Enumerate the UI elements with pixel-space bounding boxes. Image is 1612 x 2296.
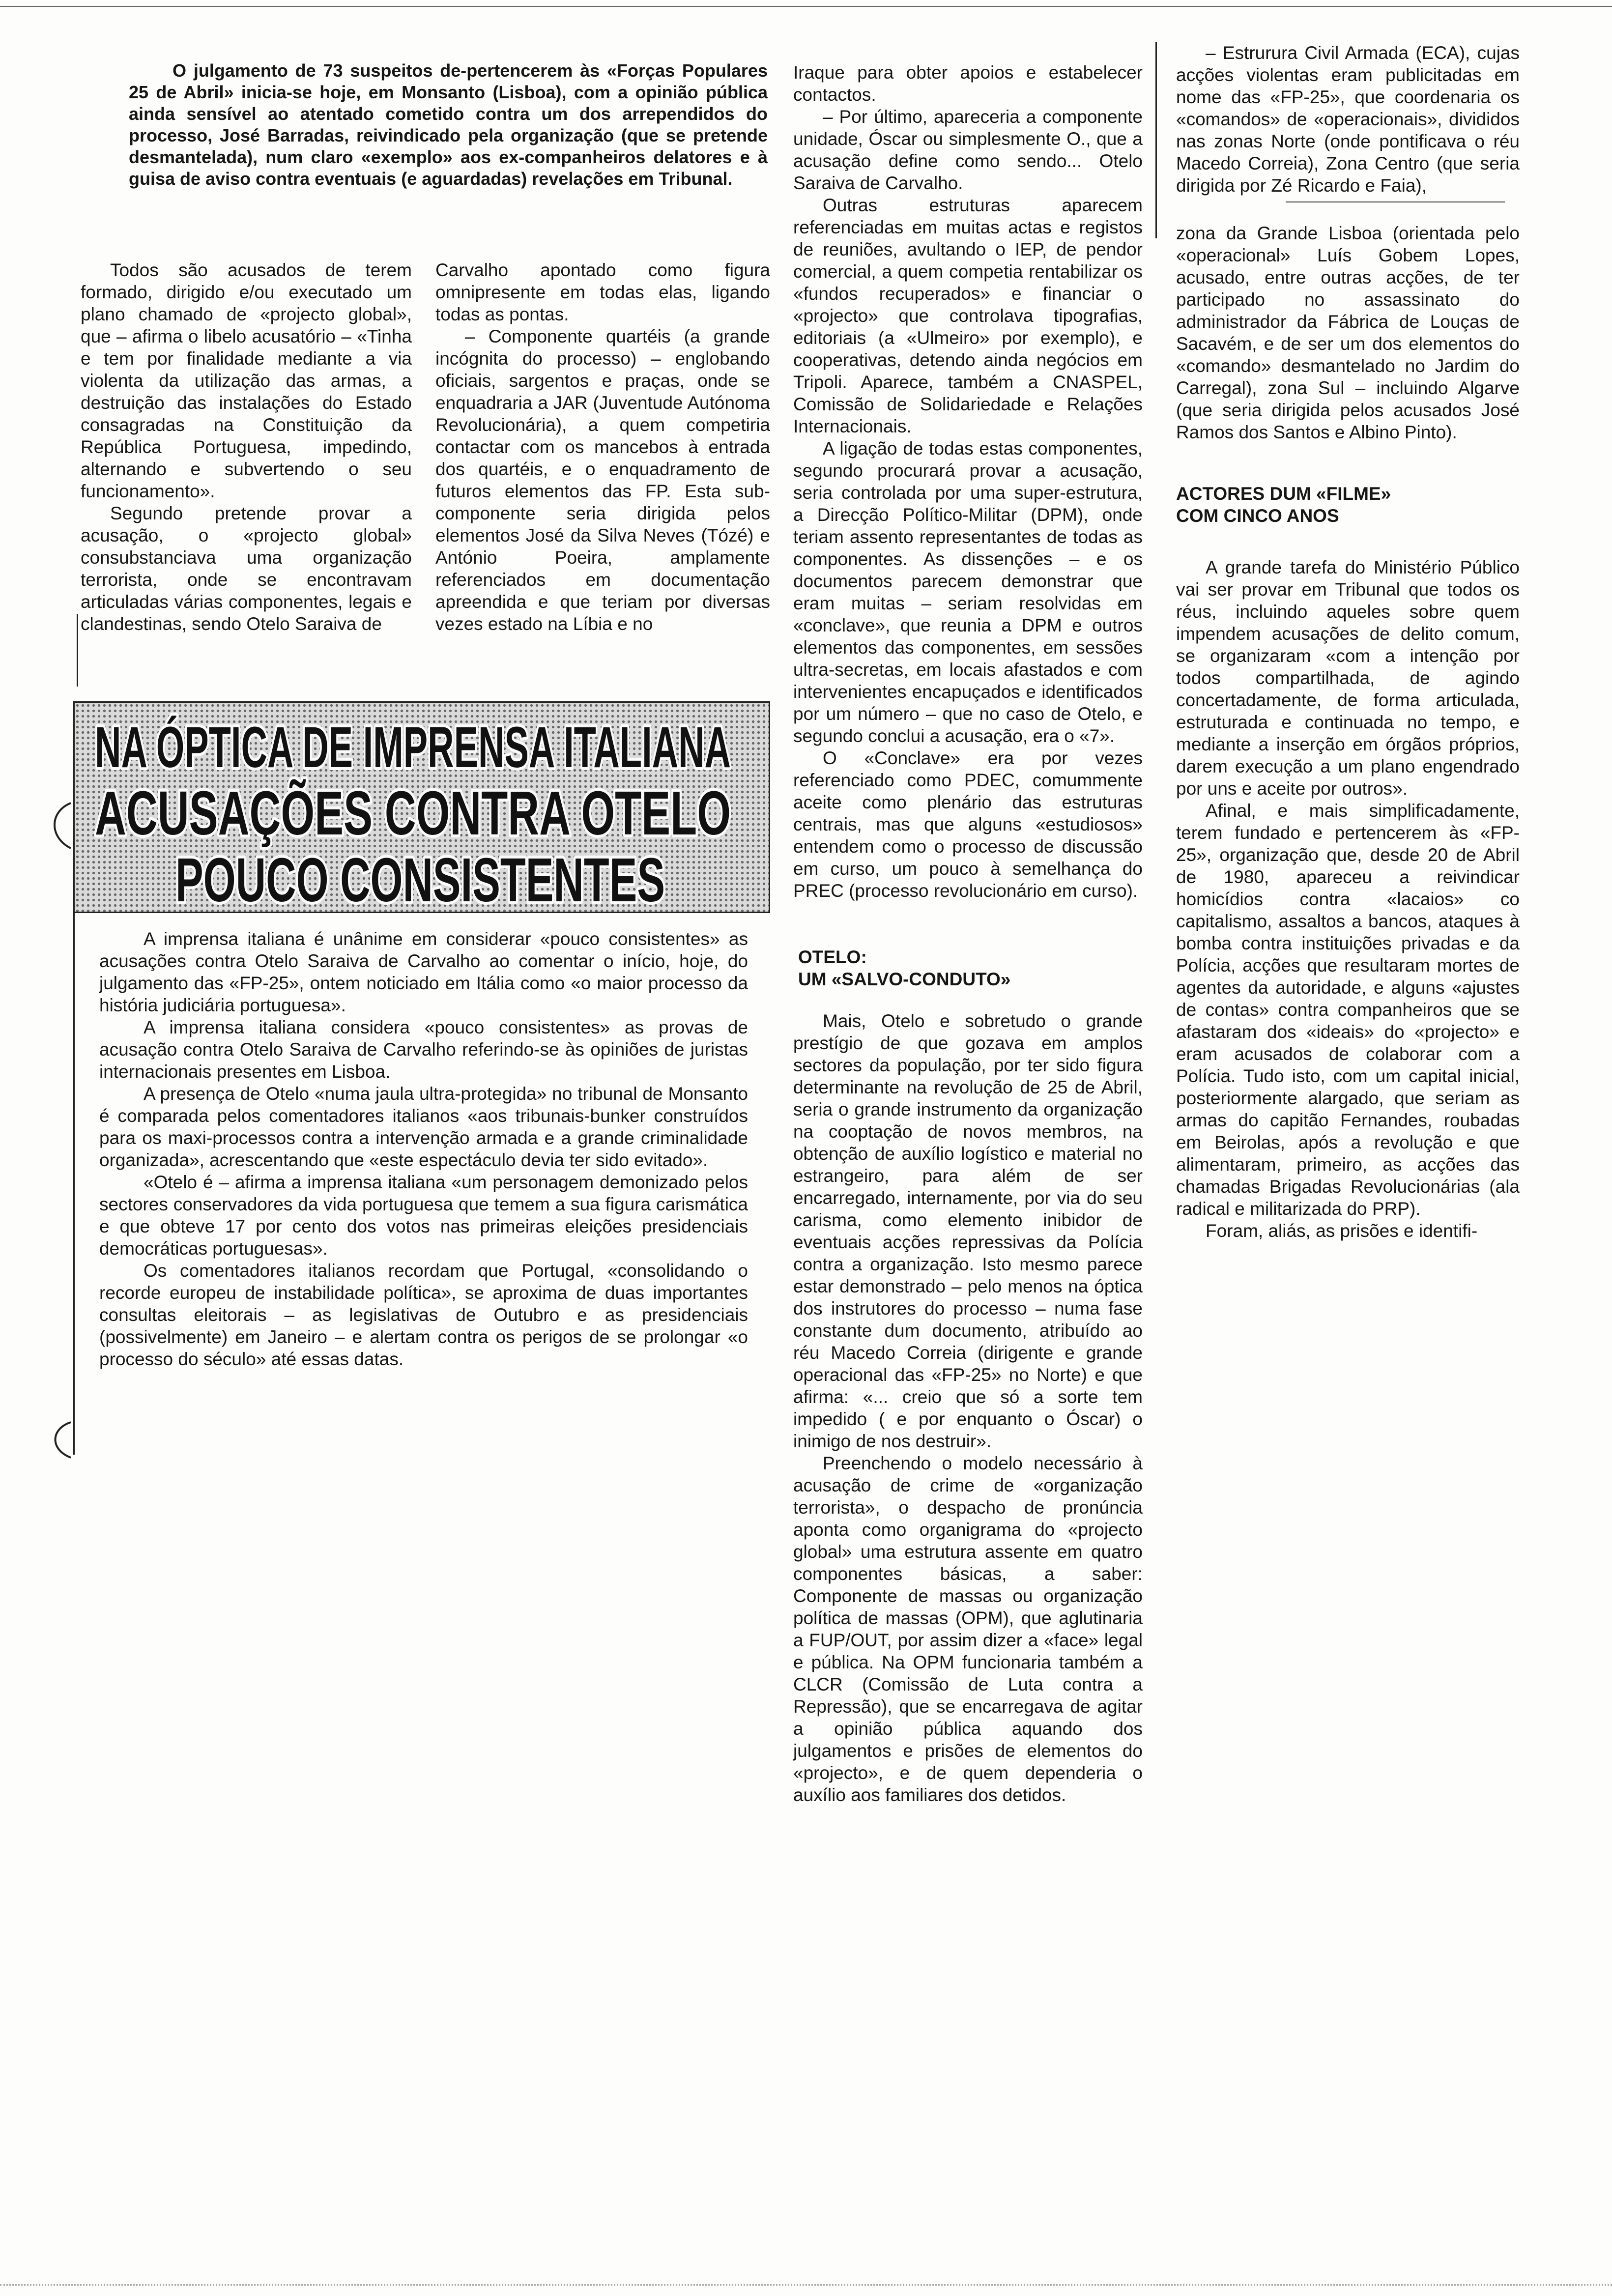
column-4 [1176,42,1520,1242]
body-paragraph: A imprensa italiana é unânime em considerar «pouco consistentes» as acusações contra Otelo Saraiva de Carvalho ao comentar o início, hoje, do julgamento das «FP-25», ontem noticiado em Itália como «o maior processo da história judiciária portuguesa». [99,929,748,1015]
column-2 [435,259,770,635]
column-rule [1155,42,1157,238]
body-paragraph: Afinal, e mais simplificadamente, terem fundado e pertencerem às «FP-25», organização que, desde 20 de Abril de 1980, apareceu a reivindicar homicídios contra «lacaios» co capitalismo, assaltos a bancos, ataques à bomba contra instituições privadas e da Polícia, acções que resultaram mortes de agentes da autoridade, e alguns «ajustes de contas» contra companheiros que se afastaram dos «ideais» do «projecto» e eram acusados de colaborar com a Polícia. Tudo isto, com um capital inicial, posteriormente alargado, que seriam as armas do capitão Fernandes, roubadas em Beirolas, após a revolução e que alimentaram, primeiro, as acções das chamadas Brigadas Revolucionárias (ala radical e militarizada do PRP). [1176,801,1520,1219]
body-paragraph: Mais, Otelo e sobretudo o grande prestígio de que gozava em amplos sectores da população, por ter sido figura determinante na revolução de 25 de Abril, seria o grande instrumento da organização na cooptação de novos membros, na obtenção de auxílio logístico e material no estrangeiro, para além de ser encarregado, internamente, por via do seu carisma, como elemento inibidor de eventuais acções repressivas da Polícia contra a organização. Isto mesmo parece estar demonstrado – pelo menos na óptica dos instrutores do processo – numa fase constante dum documento, atribuído ao réu Macedo Correia (dirigente e grande operacional das «FP-25» no Norte) e que afirma: «... creio que só a sorte tem impedido ( e por enquanto o Óscar) o inimigo de nos destruir». [793,1011,1143,1451]
body-paragraph: Carvalho apontado como figura omnipresente em todas elas, ligando todas as pontas. [435,260,770,324]
top-rule [0,6,1612,7]
subheading [798,946,1143,990]
column-break-rule [1286,201,1505,202]
bottom-rule [0,2284,1612,2286]
subheading-line: OTELO: [798,947,867,967]
body-paragraph: Preenchendo o modelo necessário à acusação de crime de «organização terrorista», o despacho de pronúncia aponta como organigrama do «projecto global» uma estrutura assente em quatro componentes básicas, a saber: Componente de massas ou organização política de massas (OPM), que aglutinaria a FUP/OUT, por assim dizer a «face» legal e pública. Na OPM funcionaria também a CLCR (Comissão de Luta contra a Repressão), que se encarregava de agitar a opinião pública aquando dos julgamentos e prisões de elementos do «projecto», e de quem dependeria o auxílio aos familiares dos detidos. [793,1453,1143,1805]
subheading-line: ACTORES DUM «FILME» [1176,484,1391,504]
body-paragraph: A imprensa italiana considera «pouco consistentes» as provas de acusação contra Otelo Saraiva de Carvalho referindo-se às opiniões de juristas internacionais presentes em Lisboa. [99,1017,748,1082]
body-paragraph: Todos são acusados de terem formado, dirigido e/ou executado um plano chamado de «projecto global», que – afirma o libelo acusatório – «Tinha e tem por finalidade mediante a via violenta da utilização das armas, a destruição das instalações do Estado consagradas na Constituição da República Portuguesa, impedindo, alternando e subvertendo o seu funcionamento». [81,260,412,501]
bracket-mark [45,801,75,850]
body-paragraph: – Componente quartéis (a grande incógnita do processo) – englobando oficiais, sargentos e praças, onde se enquadraria a JAR (Juventude Autónoma Revolucionária), a quem competiria contactar com os mancebos à entrada dos quartéis, e o enquadramento de futuros elementos das FP. Esta sub-componente seria dirigida pelos elementos José da Silva Neves (Tózé) e António Poeira, amplamente referenciados em documentação apreendida e que teriam por diversas vezes estado na Líbia e no [435,326,770,634]
subheading-line: COM CINCO ANOS [1176,506,1339,526]
body-paragraph: – Por último, apareceria a componente unidade, Óscar ou simplesmente O., que a acusação define como sendo... Otelo Saraiva de Carvalho. [793,107,1143,193]
body-paragraph: A ligação de todas estas componentes, segundo procurará provar a acusação, seria controlada por uma super-estrutura, a Direcção Político-Militar (DPM), onde teriam assento representantes de todas as componentes. As dissenções – e os documentos parecem demonstrar que eram muitas – seriam resolvidas em «conclave», que reunia a DPM e outros elementos das componentes, em sessões ultra-secretas, em locais afastados e com intervenientes encapuçados e identificados por um número – que no caso de Otelo, e segundo conclui a acusação, era o «7». [793,438,1143,746]
body-paragraph: O «Conclave» era por vezes referenciado como PDEC, comummente aceite como plenário das estruturas centrais, mas que alguns «estudiosos» entendem como o processo de discussão em curso, um pouco à semelhança do PREC (processo revolucionário em curso). [793,748,1143,901]
body-paragraph: Segundo pretende provar a acusação, o «projecto global» consubstanciava uma organização terrorista, onde se encontravam articuladas várias componentes, legais e clandestinas, sendo Otelo Saraiva de [81,503,412,634]
body-paragraph: «Otelo é – afirma a imprensa italiana «um personagem demonizado pelos sectores conservadores da vida portuguesa que temem a sua figura carismática e que obteve 17 por cento dos votos nas primeiras eleições presidenciais democráticas portuguesas». [99,1172,748,1259]
headline-graphic [75,703,769,912]
headline-kicker: NA ÓPTICA DE IMPRENSA ITALIANA [95,715,731,780]
body-paragraph: Foram, aliás, as prisões e identifi- [1206,1221,1478,1241]
body-paragraph: Iraque para obter apoios e estabelecer contactos. [793,62,1143,105]
headline-line-2: POUCO CONSISTENTES [175,845,665,912]
lead-paragraph: O julgamento de 73 suspeitos de-pertencerem às «Forças Populares 25 de Abril» inicia-se hoje, em Monsanto (Lisboa), com a opinião pública ainda sensível ao atentado cometido contra um dos arrependidos do processo, José Barradas, reivindicado pela organização (que se pretende desmantelada), num claro «exemplo» aos ex-companheiros delatores e à guisa de aviso contra eventuais (e aguardadas) revelações em Tribunal. [129,60,768,189]
column-1 [81,259,412,635]
headline-box [73,701,770,913]
italian-press-article [99,928,748,1370]
body-paragraph: Os comentadores italianos recordam que Portugal, «consolidando o recorde europeu de instabilidade política», se aproxima de duas importantes consultas eleitorais – as legislativas de Outubro e as presidenciais (possivelmente) em Janeiro – e alertam contra os perigos de se prolongar «o processo do século» até essas datas. [99,1261,748,1369]
bracket-mark [45,1420,75,1460]
subheading [1176,483,1520,527]
body-paragraph: – Estrurura Civil Armada (ECA), cujas acções violentas eram publicitadas em nome das «FP-25», que coordenaria os «comandos» de «operacionais», divididos nas zonas Norte (onde pontificava o réu Macedo Correia), Zona Centro (que seria dirigida por Zé Ricardo e Faia), [1176,43,1520,196]
headline-line-1: ACUSAÇÕES CONTRA OTELO [95,778,731,848]
body-paragraph: A grande tarefa do Ministério Público vai ser provar em Tribunal que todos os réus, incluindo aqueles sobre quem impendem acusações de delito comum, se organizaram «com a intenção por todos compartilhada, de agindo concertadamente, de forma articulada, estruturada e continuada no tempo, e mediante a inserção em órgãos próprios, darem execução a um plano engendrado por uns e aceite por outros». [1176,557,1520,799]
column-3 [793,61,1143,1806]
body-paragraph: zona da Grande Lisboa (orientada pelo «operacional» Luís Gobem Lopes, acusado, entre outras acções, de ter participado no assassinato do administrador da Fábrica de Louças de Sacavém, e de ser um dos elementos do «comando» desmantelado no Jardim do Carregal), zona Sul – incluindo Algarve (que seria dirigida pelos acusados José Ramos dos Santos e Albino Pinto). [1176,223,1520,442]
box-side-rule [73,913,75,1455]
body-paragraph: A presença de Otelo «numa jaula ultra-protegida» no tribunal de Monsanto é comparada pelos comentadores italianos «aos tribunais-bunker construídos para os maxi-processos contra a intervenção armada e a grande criminalidade organizada», acrescentando que «este espectáculo devia ter sido evitado». [99,1084,748,1170]
body-paragraph: Outras estruturas aparecem referenciadas em muitas actas e registos de reuniões, avultando o IEP, de pendor comercial, a quem competia rentabilizar os «fundos recuperados» e financiar o «projecto» que controlava tipografias, editoriais (a «Ulmeiro» por exemplo), e cooperativas, detendo ainda negócios em Tripoli. Aparece, também a CNASPEL, Comissão de Solidariedade e Relações Internacionais. [793,195,1143,436]
column-rule [77,614,78,687]
subheading-line: UM «SALVO-CONDUTO» [798,969,1011,989]
